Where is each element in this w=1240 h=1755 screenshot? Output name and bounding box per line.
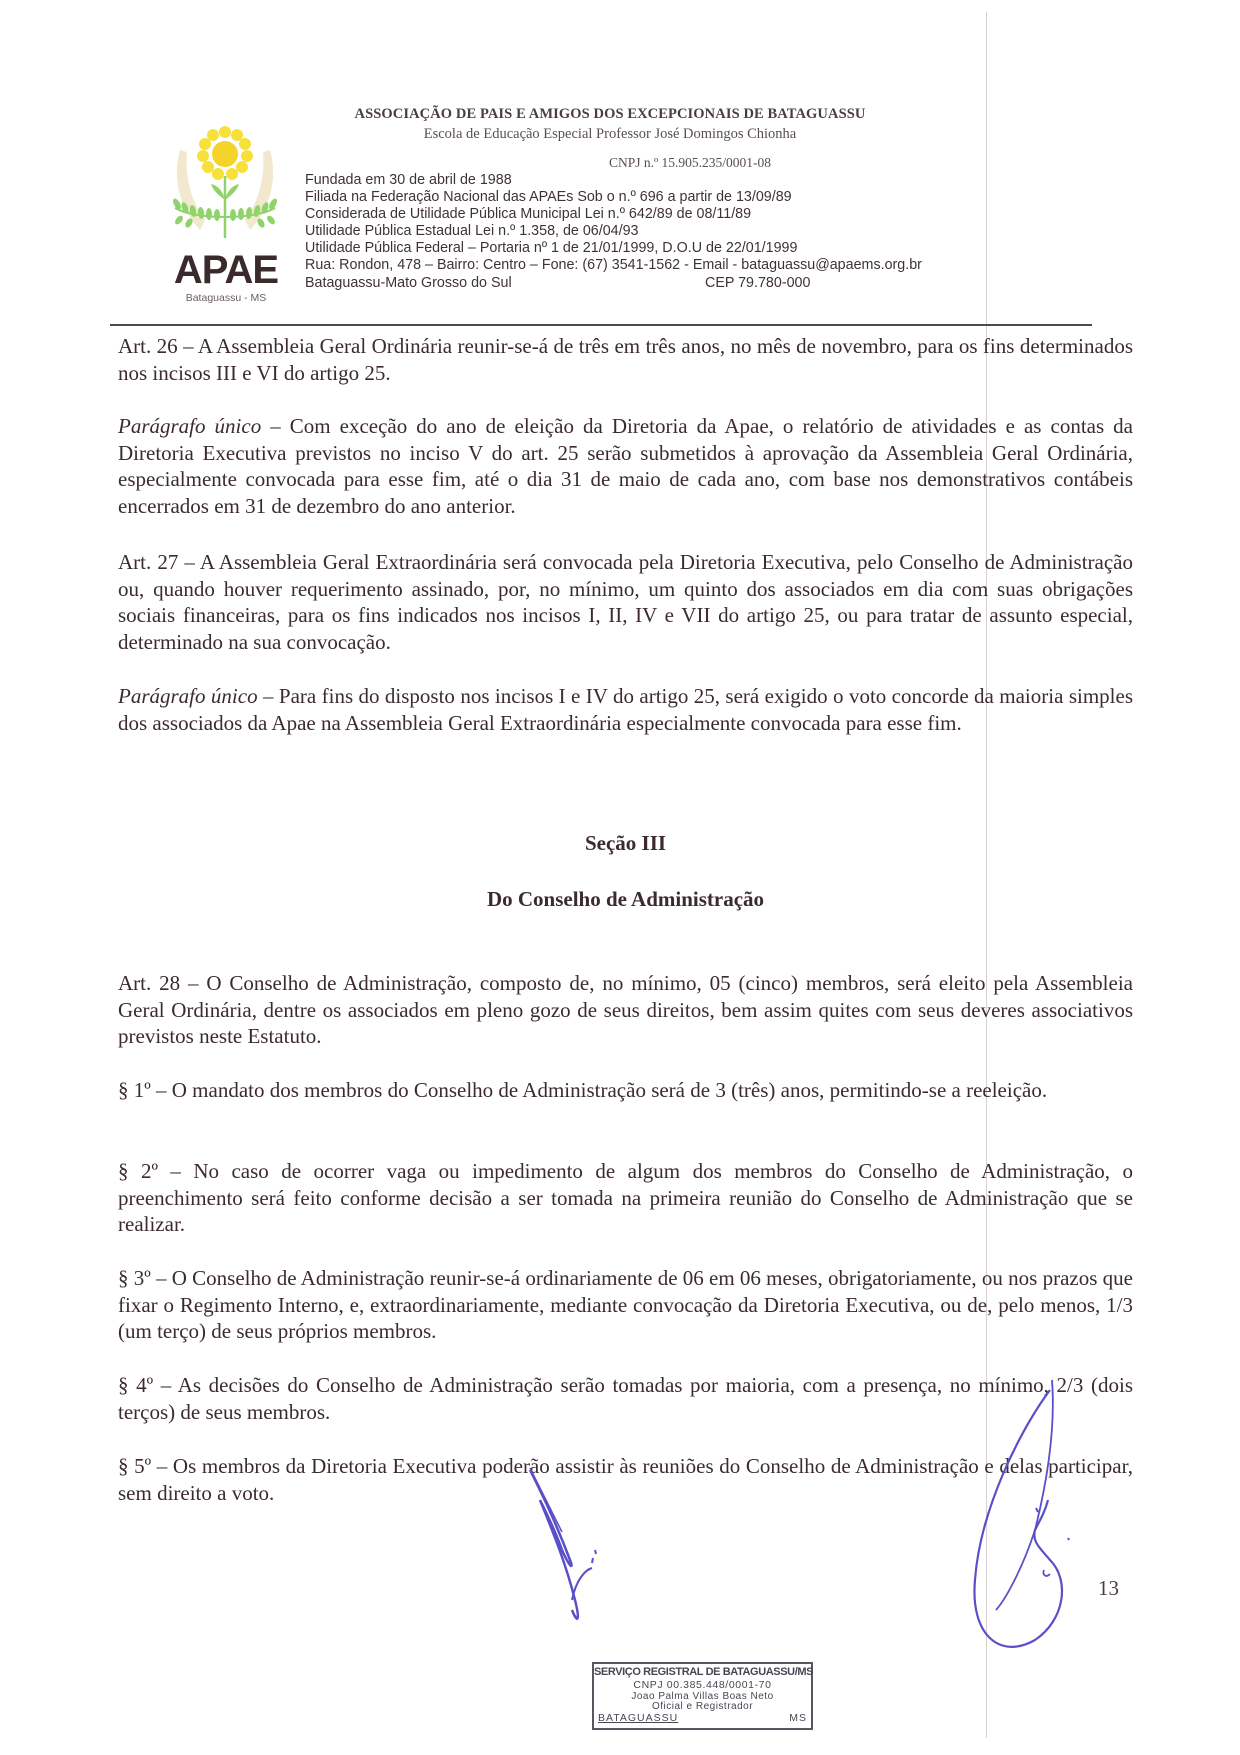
article-26: Art. 26 – A Assembleia Geral Ordinária reunir-se-á de três em três anos, no mês de novembro, para os fins determinados nos incisos III e VI do artigo 25.	[118, 334, 1133, 385]
section-subtitle: Do Conselho de Administração	[486, 887, 765, 911]
article-27: Art. 27 – A Assembleia Geral Extraordinária será convocada pela Diretoria Executiva, pelo Conselho de Administração ou, quando houver requerimento assinado, por, no mínimo, um quinto dos associados em dia com suas obrigações sociais financeiras, para os fins indicados nos incisos I, II, IV e VII do artigo 25, ou para tratar de assunto especial, determinado na sua convocação.	[118, 550, 1133, 655]
header-divider	[110, 324, 1092, 326]
logo-flower	[197, 126, 253, 180]
organization-name: ASSOCIAÇÃO DE PAIS E AMIGOS DOS EXCEPCIONAIS DE BATAGUASSU	[354, 106, 866, 122]
article-28: Art. 28 – O Conselho de Administração, composto de, no mínimo, 05 (cinco) membros, será eleito pela Assembleia Geral Ordinária, dentre os associados em pleno gozo de seus direitos, bem assim quites com seus deveres associativos previstos neste Estatuto.	[118, 971, 1133, 1049]
stamp-city: BATAGUASSU	[598, 1712, 679, 1724]
cnpj: CNPJ n.º 15.905.235/0001-08	[608, 155, 772, 170]
info-cep: CEP 79.780-000	[705, 274, 811, 291]
sole-paragraph-text: – Para fins do disposto nos incisos I e IV do artigo 25, será exigido o voto concorde da maioria simples dos associados da Apae na Assembleia Geral Extraordinária especialmente convocada para esse fim.	[118, 684, 1133, 735]
info-state: Utilidade Pública Estadual Lei n.º 1.358, de 06/04/93	[305, 223, 639, 240]
article-28-paragraph-3: § 3º – O Conselho de Administração reunir-se-á ordinariamente de 06 em 06 meses, obrigatoriamente, ou nos prazos que fixar o Regimento Interno, e, extraordinariamente, mediante convocação da Diretoria Executiva, ou de, pelo menos, 1/3 (um terço) de seus próprios membros.	[118, 1266, 1133, 1344]
sole-paragraph-text: – Com exceção do ano de eleição da Diretoria da Apae, o relatório de atividades e as contas da Diretoria Executiva previstos no inciso V do art. 25 serão submetidos à aprovação da Assembleia Geral Ordinária, especialmente convocada para esse fim, até o dia 31 de maio de cada ano, com base nos demonstrativos contábeis encerrados em 31 de dezembro do ano anterior.	[118, 414, 1134, 519]
stamp-line-3: Joao Palma Villas Boas Neto	[631, 1691, 774, 1702]
stamp-line-5	[594, 1712, 811, 1724]
info-municipal: Considerada de Utilidade Pública Municipal Lei n.º 642/89 de 08/11/89	[305, 206, 752, 223]
article-28-paragraph-1: § 1º – O mandato dos membros do Conselho de Administração será de 3 (três) anos, permitindo-se a reeleição.	[118, 1078, 1048, 1102]
stamp-line-1: SERVIÇO REGISTRAL DE BATAGUASSU/MS	[594, 1666, 814, 1678]
logo-location: Bataguassu - MS	[185, 292, 267, 304]
signature-right	[940, 1370, 1090, 1670]
signature-left	[500, 1450, 650, 1640]
info-federation: Filiada na Federação Nacional das APAEs Sob o n.º 696 a partir de 13/09/89	[305, 189, 792, 206]
stamp-state: MS	[789, 1712, 807, 1724]
header-info-block	[305, 172, 922, 292]
section-title: Seção III	[584, 831, 667, 855]
logo-wordmark: APAE	[173, 248, 279, 292]
info-address: Rua: Rondon, 478 – Bairro: Centro – Fone: (67) 3541-1562 - Email - bataguassu@apaems.org.br	[305, 257, 922, 274]
article-27-sole-paragraph	[118, 683, 1133, 736]
registry-stamp	[592, 1662, 813, 1730]
page-number: 13	[1098, 1576, 1119, 1600]
article-28-paragraph-2: § 2º – No caso de ocorrer vaga ou impedimento de algum dos membros do Conselho de Administração, o preenchimento será feito conforme decisão a ser tomada na primeira reunião do Conselho de Administração que se realizar.	[118, 1159, 1133, 1237]
school-name: Escola de Educação Especial Professor José Domingos Chionha	[423, 126, 797, 142]
info-city	[305, 275, 922, 292]
article-26-sole-paragraph	[118, 413, 1133, 520]
info-federal: Utilidade Pública Federal – Portaria nº 1 de 21/01/1999, D.O.U de 22/01/1999	[305, 240, 798, 257]
info-founded: Fundada em 30 de abril de 1988	[305, 172, 512, 188]
sole-paragraph-label: Parágrafo único	[118, 684, 258, 708]
article-28-paragraph-4: § 4º – As decisões do Conselho de Administração serão tomadas por maioria, com a presença, no mínimo, 2/3 (dois terços) de seus membros.	[118, 1373, 1133, 1424]
article-28-paragraph-5: § 5º – Os membros da Diretoria Executiva poderão assistir às reuniões do Conselho de Administração e delas participar, sem direito a voto.	[118, 1454, 1133, 1505]
info-city-text: Bataguassu-Mato Grosso do Sul	[305, 274, 512, 291]
sole-paragraph-label: Parágrafo único	[118, 414, 262, 438]
stamp-line-4: Oficial e Registrador	[651, 1701, 754, 1712]
stamp-line-2: CNPJ 00.385.448/0001-70	[633, 1679, 772, 1691]
